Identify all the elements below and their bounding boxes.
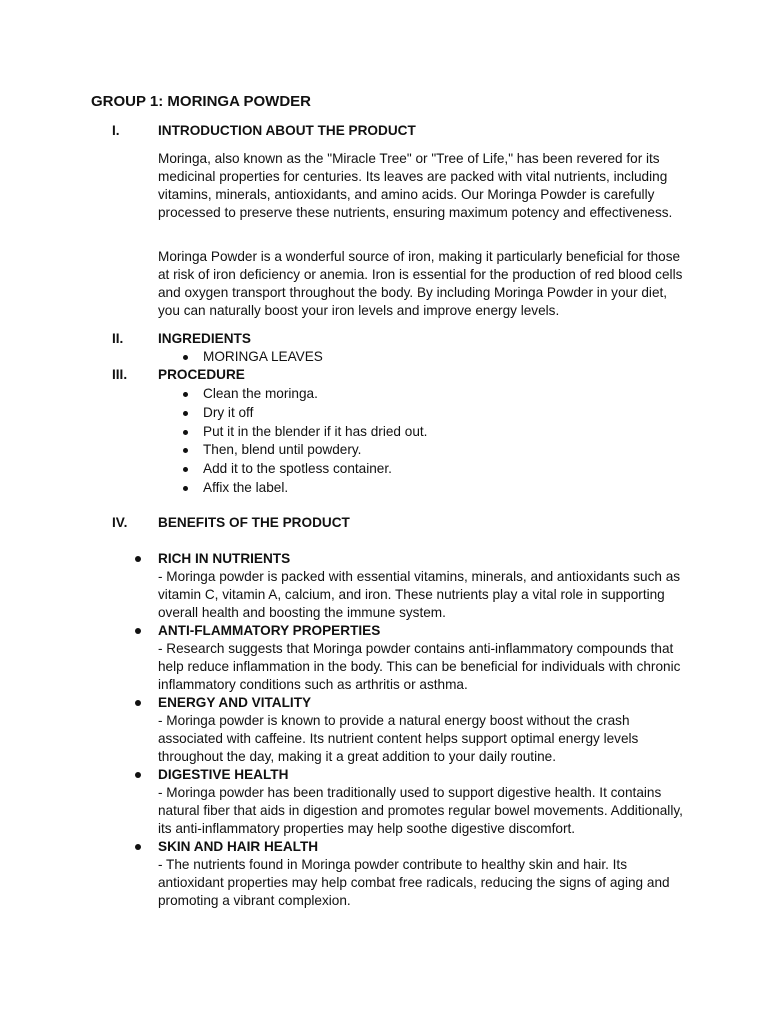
section-intro-heading xyxy=(0,122,768,140)
benefit-item xyxy=(0,550,683,622)
benefit-title: ENERGY AND VITALITY xyxy=(158,695,312,710)
intro-paragraph: Moringa, also known as the "Miracle Tree" or "Tree of Life," has been revered for its medicinal properties for centuries. Its leaves are packed with vital nutrients, including vitamins, minerals, antioxidants, and amino acids. Our Moringa Powder is carefully processed to preserve these nutrients, ensuring maximum potency and effectiveness. xyxy=(158,151,673,220)
benefit-description: - Research suggests that Moringa powder contains anti-inflammatory compounds that help reduce inflammation in the body. This can be beneficial for individuals with chronic inflammatory conditions such as arthritis or asthma. xyxy=(158,641,681,692)
benefits-list xyxy=(0,550,768,910)
section-benefits-heading xyxy=(0,514,768,532)
list-item: Add it to the spotless container. xyxy=(158,460,427,479)
section-number: III. xyxy=(112,367,128,382)
list-item: Clean the moringa. xyxy=(158,385,427,404)
section-title: BENEFITS OF THE PRODUCT xyxy=(158,515,350,530)
benefit-description: - Moringa powder is packed with essential vitamins, minerals, and antioxidants such as vitamin C, vitamin A, calcium, and iron. These nutrients play a vital role in supporting overall health and boosting the immune system. xyxy=(158,569,681,620)
section-procedure-heading xyxy=(0,366,768,384)
list-item: Affix the label. xyxy=(158,479,427,498)
list-item: Then, blend until powdery. xyxy=(158,441,427,460)
section-title: INTRODUCTION ABOUT THE PRODUCT xyxy=(158,123,416,138)
benefit-description: - Moringa powder has been traditionally used to support digestive health. It contains natural fiber that aids in digestion and promotes regular bowel movements. Additionally, its anti-inflammatory properties may help soothe digestive discomfort. xyxy=(158,785,683,836)
benefit-title: DIGESTIVE HEALTH xyxy=(158,767,289,782)
section-number: II. xyxy=(112,331,124,346)
benefit-title: SKIN AND HAIR HEALTH xyxy=(158,839,319,854)
benefit-title: ANTI-FLAMMATORY PROPERTIES xyxy=(158,623,381,638)
section-title: PROCEDURE xyxy=(158,367,245,382)
intro-paragraph: Moringa Powder is a wonderful source of iron, making it particularly beneficial for those at risk of iron deficiency or anemia. Iron is essential for the production of red blood cells and oxygen transport throughout the body. By including Moringa Powder in your diet, you can naturally boost your iron levels and improve energy levels. xyxy=(158,249,683,318)
section-number: I. xyxy=(112,123,120,138)
benefit-item xyxy=(0,766,683,838)
list-item: Dry it off xyxy=(158,404,427,423)
benefit-description: - The nutrients found in Moringa powder contribute to healthy skin and hair. Its antioxidant properties may help combat free radicals, reducing the signs of aging and promoting a vibrant complexion. xyxy=(158,857,670,908)
list-item: Put it in the blender if it has dried out. xyxy=(158,423,427,442)
benefit-title: RICH IN NUTRIENTS xyxy=(158,551,291,566)
benefit-item xyxy=(0,838,683,910)
document-title: GROUP 1: MORINGA POWDER xyxy=(91,93,312,110)
benefit-item xyxy=(0,694,683,766)
list-item: MORINGA LEAVES xyxy=(158,348,323,367)
benefit-item xyxy=(0,622,683,694)
section-ingredients-heading xyxy=(0,330,768,348)
section-title: INGREDIENTS xyxy=(158,331,251,346)
ingredients-list xyxy=(158,348,323,367)
procedure-list xyxy=(158,385,427,498)
benefit-description: - Moringa powder is known to provide a natural energy boost without the crash associated with caffeine. Its nutrient content helps support optimal energy levels throughout the day, making it a great addition to your daily routine. xyxy=(158,713,639,764)
section-number: IV. xyxy=(112,515,128,530)
